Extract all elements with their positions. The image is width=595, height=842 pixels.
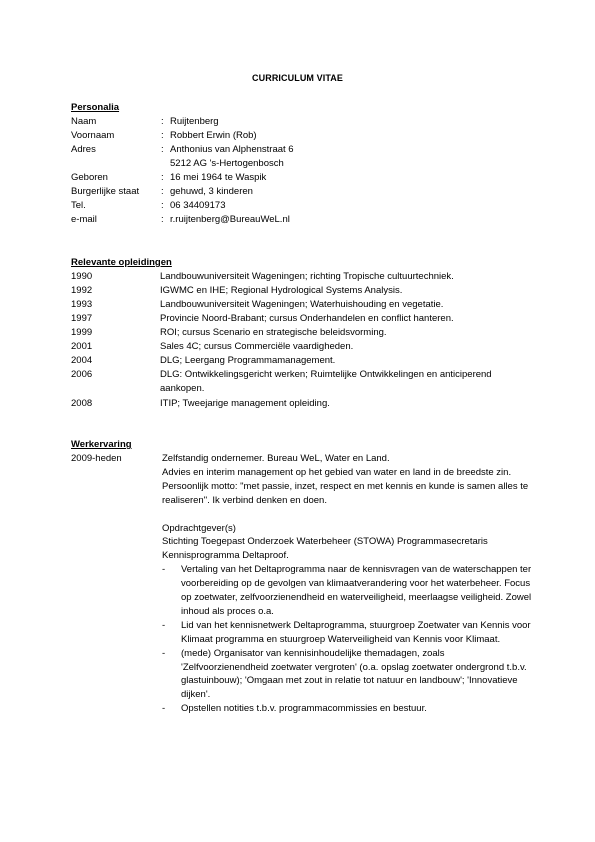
document-title: CURRICULUM VITAE <box>252 73 343 83</box>
education-text: ROI; cursus Scenario en strategische beleidsvorming. <box>160 327 387 338</box>
field-label: Voornaam <box>71 130 115 141</box>
education-year: 1990 <box>71 271 93 282</box>
education-text: DLG; Leergang Programmamanagement. <box>160 355 336 366</box>
education-year: 2006 <box>71 369 93 380</box>
work-period: 2009-heden <box>71 453 122 464</box>
field-value: Robbert Erwin (Rob) <box>170 130 257 141</box>
personalia-row-geboren <box>71 171 531 185</box>
section-heading-werkervaring: Werkervaring <box>71 439 132 450</box>
bullet-dash: - <box>162 619 166 631</box>
education-text: Sales 4C; cursus Commerciële vaardigheden. <box>160 341 354 352</box>
work-entry <box>162 452 532 716</box>
field-label: Burgerlijke staat <box>71 186 140 197</box>
bullet-dash: - <box>162 703 166 715</box>
education-text: DLG: Ontwikkelingsgericht werken; Ruimtelijke Ontwikkelingen en anticiperend aankopen. <box>160 369 492 394</box>
field-value: gehuwd, 3 kinderen <box>170 186 253 197</box>
email-link[interactable]: r.ruijtenberg@BureauWeL.nl <box>170 214 290 225</box>
personalia-row-voornaam <box>71 129 531 143</box>
bullet-dash: - <box>162 647 166 659</box>
field-value: Ruijtenberg <box>170 116 219 127</box>
field-value: 16 mei 1964 te Waspik <box>170 172 267 183</box>
education-year: 2004 <box>71 355 93 366</box>
section-heading-opleidingen: Relevante opleidingen <box>71 257 172 268</box>
personalia-row-tel <box>71 199 531 213</box>
education-text: ITIP; Tweejarige management opleiding. <box>160 398 330 409</box>
bullet-dash: - <box>162 564 166 576</box>
field-label: Adres <box>71 144 96 155</box>
field-colon: : <box>161 130 164 141</box>
education-year: 1997 <box>71 313 93 324</box>
personalia-row-burgerlijke-staat <box>71 185 531 199</box>
education-year: 1992 <box>71 285 93 296</box>
list-item-text: Lid van het kennisnetwerk Deltaprogramma, stuurgroep Zoetwater van Kennis voor Klimaat programma en stuurgroep Waterveiligheid van Kennis voor Klimaat. <box>181 619 531 645</box>
field-colon: : <box>161 200 164 211</box>
education-text: Landbouwuniversiteit Wageningen; richting Tropische cultuurtechniek. <box>160 271 454 282</box>
field-label: Tel. <box>71 200 86 211</box>
field-label: Naam <box>71 116 97 127</box>
field-label: Geboren <box>71 172 108 183</box>
work-description: Advies en interim management op het gebied van water en land in de breedste zin. Persoonlijk motto: "met passie, inzet, respect en met kennis en kunde is samen alles te realiseren". Ik verbind denken en doen. <box>162 466 529 506</box>
list-item <box>162 647 532 703</box>
field-colon: : <box>161 172 164 183</box>
list-item <box>162 563 532 619</box>
field-colon: : <box>161 116 164 127</box>
list-item <box>162 619 532 647</box>
work-role: Zelfstandig ondernemer. Bureau WeL, Water en Land. <box>162 453 390 464</box>
section-heading-personalia: Personalia <box>71 102 120 113</box>
field-colon: : <box>161 214 164 225</box>
clients-heading: Opdrachtgever(s) <box>162 522 236 534</box>
personalia-row-adres <box>71 143 531 157</box>
field-colon: : <box>161 186 164 197</box>
field-label: e-mail <box>71 214 97 225</box>
field-value: 06 34409173 <box>170 200 226 211</box>
list-item-text: (mede) Organisator van kennisinhoudelijke themadagen, zoals 'Zelfvoorzienendheid zoetwater vergroten' (o.a. opslag zoetwater ondergrond t.b.v. glastuinbouw); 'Omgaan met zout in relatie tot natuur en landbouw'; 'Innovatieve dijken'. <box>181 647 527 701</box>
field-colon: : <box>161 144 164 155</box>
list-item-text: Vertaling van het Deltaprogramma naar de kennisvragen van de waterschappen ter voorbereiding op de gevolgen van klimaatverandering voor het waterbeheer. Focus op zoetwater, zelfvoorzienendheid en waterveiligheid, meerlaagse veiligheid. Zowel inhoud als proces o.a. <box>181 564 532 617</box>
responsibilities-list <box>162 563 532 716</box>
personalia-row-email <box>71 213 531 227</box>
education-text: Provincie Noord-Brabant; cursus Onderhandelen en conflict hanteren. <box>160 313 454 324</box>
list-item-text: Opstellen notities t.b.v. programmacommissies en bestuur. <box>181 703 427 715</box>
client-line: Kennisprogramma Deltaproof. <box>162 550 289 562</box>
address-line-2: 5212 AG 's-Hertogenbosch <box>170 158 284 169</box>
education-year: 2001 <box>71 341 93 352</box>
field-value: Anthonius van Alphenstraat 6 <box>170 144 294 155</box>
education-text: IGWMC en IHE; Regional Hydrological Systems Analysis. <box>160 285 403 296</box>
client-line: Stichting Toegepast Onderzoek Waterbeheer (STOWA) Programmasecretaris <box>162 536 488 548</box>
list-item <box>162 702 532 716</box>
education-year: 1999 <box>71 327 93 338</box>
personalia-row-naam <box>71 115 531 129</box>
education-year: 2008 <box>71 398 93 409</box>
education-year: 1993 <box>71 299 93 310</box>
education-text: Landbouwuniversiteit Wageningen; Waterhuishouding en vegetatie. <box>160 299 444 310</box>
